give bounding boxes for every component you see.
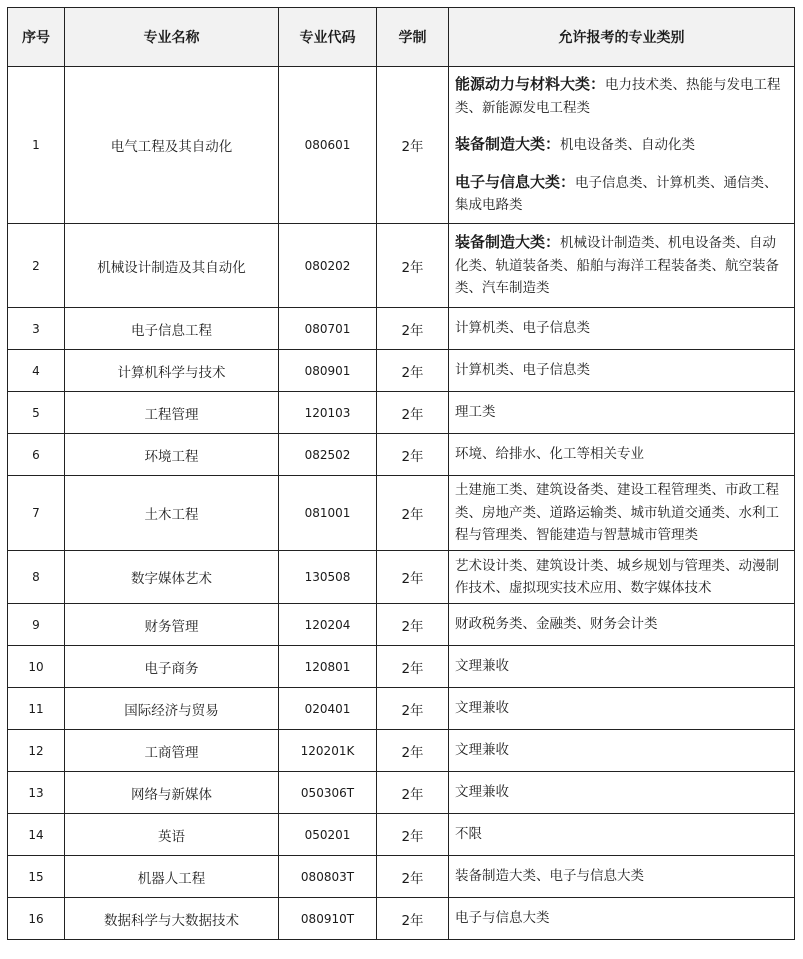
table-row xyxy=(8,67,795,224)
category-group xyxy=(455,231,787,300)
cell-duration: 2年 xyxy=(377,730,449,772)
header-name: 专业名称 xyxy=(65,8,279,67)
table-row xyxy=(8,730,795,772)
cell-major-name: 电气工程及其自动化 xyxy=(65,67,279,224)
category-group-name: 能源动力与材料大类 xyxy=(455,75,591,94)
cell-major-name: 数据科学与大数据技术 xyxy=(65,898,279,940)
cell-categories: 计算机类、电子信息类 xyxy=(449,350,795,392)
cell-categories xyxy=(449,224,795,308)
cell-seq: 9 xyxy=(8,604,65,646)
cell-major-code: 120103 xyxy=(279,392,377,434)
cell-major-code: 130508 xyxy=(279,551,377,604)
table-row xyxy=(8,476,795,551)
table-row xyxy=(8,392,795,434)
table-row xyxy=(8,772,795,814)
cell-duration: 2年 xyxy=(377,772,449,814)
category-group-text: 电子信息类、计算机类、通信类、集成电路类 xyxy=(455,174,778,214)
cell-major-code: 080901 xyxy=(279,350,377,392)
header-row xyxy=(8,8,795,67)
cell-duration: 2年 xyxy=(377,856,449,898)
category-group-text: 机械设计制造类、机电设备类、自动化类、轨道装备类、船舶与海洋工程装备类、航空装备类、汽车制造类 xyxy=(455,235,779,297)
cell-major-code: 080202 xyxy=(279,224,377,308)
cell-seq: 15 xyxy=(8,856,65,898)
cell-major-name: 工商管理 xyxy=(65,730,279,772)
cell-major-code: 080701 xyxy=(279,308,377,350)
cell-duration: 2年 xyxy=(377,392,449,434)
cell-duration: 2年 xyxy=(377,898,449,940)
category-group-sep: ： xyxy=(545,135,561,154)
table-row xyxy=(8,898,795,940)
cell-major-name: 工程管理 xyxy=(65,392,279,434)
cell-duration: 2年 xyxy=(377,308,449,350)
cell-categories: 艺术设计类、建筑设计类、城乡规划与管理类、动漫制作技术、虚拟现实技术应用、数字媒体技术 xyxy=(449,551,795,604)
cell-major-name: 土木工程 xyxy=(65,476,279,551)
cell-seq: 12 xyxy=(8,730,65,772)
cell-categories: 文理兼收 xyxy=(449,646,795,688)
table-row xyxy=(8,646,795,688)
cell-categories: 电子与信息大类 xyxy=(449,898,795,940)
cell-major-code: 050201 xyxy=(279,814,377,856)
cell-duration: 2年 xyxy=(377,688,449,730)
majors-table xyxy=(7,7,795,940)
cell-categories: 文理兼收 xyxy=(449,688,795,730)
category-group-sep: ： xyxy=(545,233,561,252)
cell-categories: 理工类 xyxy=(449,392,795,434)
table-row xyxy=(8,551,795,604)
header-seq: 序号 xyxy=(8,8,65,67)
cell-duration: 2年 xyxy=(377,224,449,308)
cell-major-code: 081001 xyxy=(279,476,377,551)
cell-major-code: 050306T xyxy=(279,772,377,814)
cell-duration: 2年 xyxy=(377,350,449,392)
category-group xyxy=(455,171,787,217)
cell-major-code: 120201K xyxy=(279,730,377,772)
cell-categories: 计算机类、电子信息类 xyxy=(449,308,795,350)
cell-duration: 2年 xyxy=(377,604,449,646)
category-group-name: 装备制造大类 xyxy=(455,233,546,252)
cell-seq: 11 xyxy=(8,688,65,730)
cell-major-name: 电子信息工程 xyxy=(65,308,279,350)
category-group xyxy=(455,133,787,157)
cell-major-code: 020401 xyxy=(279,688,377,730)
category-group xyxy=(455,73,787,119)
table-row xyxy=(8,814,795,856)
cell-major-name: 机器人工程 xyxy=(65,856,279,898)
cell-seq: 16 xyxy=(8,898,65,940)
cell-major-name: 电子商务 xyxy=(65,646,279,688)
cell-categories: 环境、给排水、化工等相关专业 xyxy=(449,434,795,476)
cell-major-name: 计算机科学与技术 xyxy=(65,350,279,392)
cell-seq: 7 xyxy=(8,476,65,551)
cell-major-name: 机械设计制造及其自动化 xyxy=(65,224,279,308)
cell-seq: 6 xyxy=(8,434,65,476)
cell-seq: 1 xyxy=(8,67,65,224)
category-group-name: 电子与信息大类 xyxy=(455,172,561,191)
cell-seq: 8 xyxy=(8,551,65,604)
cell-duration: 2年 xyxy=(377,814,449,856)
cell-major-code: 080601 xyxy=(279,67,377,224)
table-row xyxy=(8,308,795,350)
cell-seq: 14 xyxy=(8,814,65,856)
header-code: 专业代码 xyxy=(279,8,377,67)
cell-duration: 2年 xyxy=(377,434,449,476)
cell-categories: 文理兼收 xyxy=(449,730,795,772)
cell-seq: 3 xyxy=(8,308,65,350)
cell-categories: 土建施工类、建筑设备类、建设工程管理类、市政工程类、房地产类、道路运输类、城市轨道交通类、水利工程与管理类、智能建造与智慧城市管理类 xyxy=(449,476,795,551)
cell-major-code: 082502 xyxy=(279,434,377,476)
cell-seq: 4 xyxy=(8,350,65,392)
category-group-sep: ： xyxy=(590,75,606,94)
cell-major-name: 国际经济与贸易 xyxy=(65,688,279,730)
category-group-text: 机电设备类、自动化类 xyxy=(560,137,696,154)
table-row xyxy=(8,856,795,898)
cell-major-code: 120801 xyxy=(279,646,377,688)
cell-categories: 装备制造大类、电子与信息大类 xyxy=(449,856,795,898)
cell-major-name: 环境工程 xyxy=(65,434,279,476)
table-row xyxy=(8,434,795,476)
cell-major-name: 英语 xyxy=(65,814,279,856)
cell-duration: 2年 xyxy=(377,646,449,688)
cell-major-code: 120204 xyxy=(279,604,377,646)
table-row xyxy=(8,604,795,646)
cell-seq: 10 xyxy=(8,646,65,688)
table-row xyxy=(8,224,795,308)
cell-seq: 5 xyxy=(8,392,65,434)
header-categories: 允许报考的专业类别 xyxy=(449,8,795,67)
cell-major-name: 网络与新媒体 xyxy=(65,772,279,814)
cell-categories: 文理兼收 xyxy=(449,772,795,814)
cell-duration: 2年 xyxy=(377,67,449,224)
category-group-name: 装备制造大类 xyxy=(455,135,546,154)
cell-seq: 2 xyxy=(8,224,65,308)
category-group-text: 电力技术类、热能与发电工程类、新能源发电工程类 xyxy=(455,77,781,116)
cell-major-name: 财务管理 xyxy=(65,604,279,646)
table-row xyxy=(8,350,795,392)
cell-categories: 不限 xyxy=(449,814,795,856)
header-duration: 学制 xyxy=(377,8,449,67)
category-group-sep: ： xyxy=(560,172,576,191)
cell-duration: 2年 xyxy=(377,551,449,604)
cell-major-code: 080910T xyxy=(279,898,377,940)
table-row xyxy=(8,688,795,730)
cell-major-code: 080803T xyxy=(279,856,377,898)
cell-major-name: 数字媒体艺术 xyxy=(65,551,279,604)
cell-duration: 2年 xyxy=(377,476,449,551)
cell-seq: 13 xyxy=(8,772,65,814)
cell-categories xyxy=(449,67,795,224)
cell-categories: 财政税务类、金融类、财务会计类 xyxy=(449,604,795,646)
